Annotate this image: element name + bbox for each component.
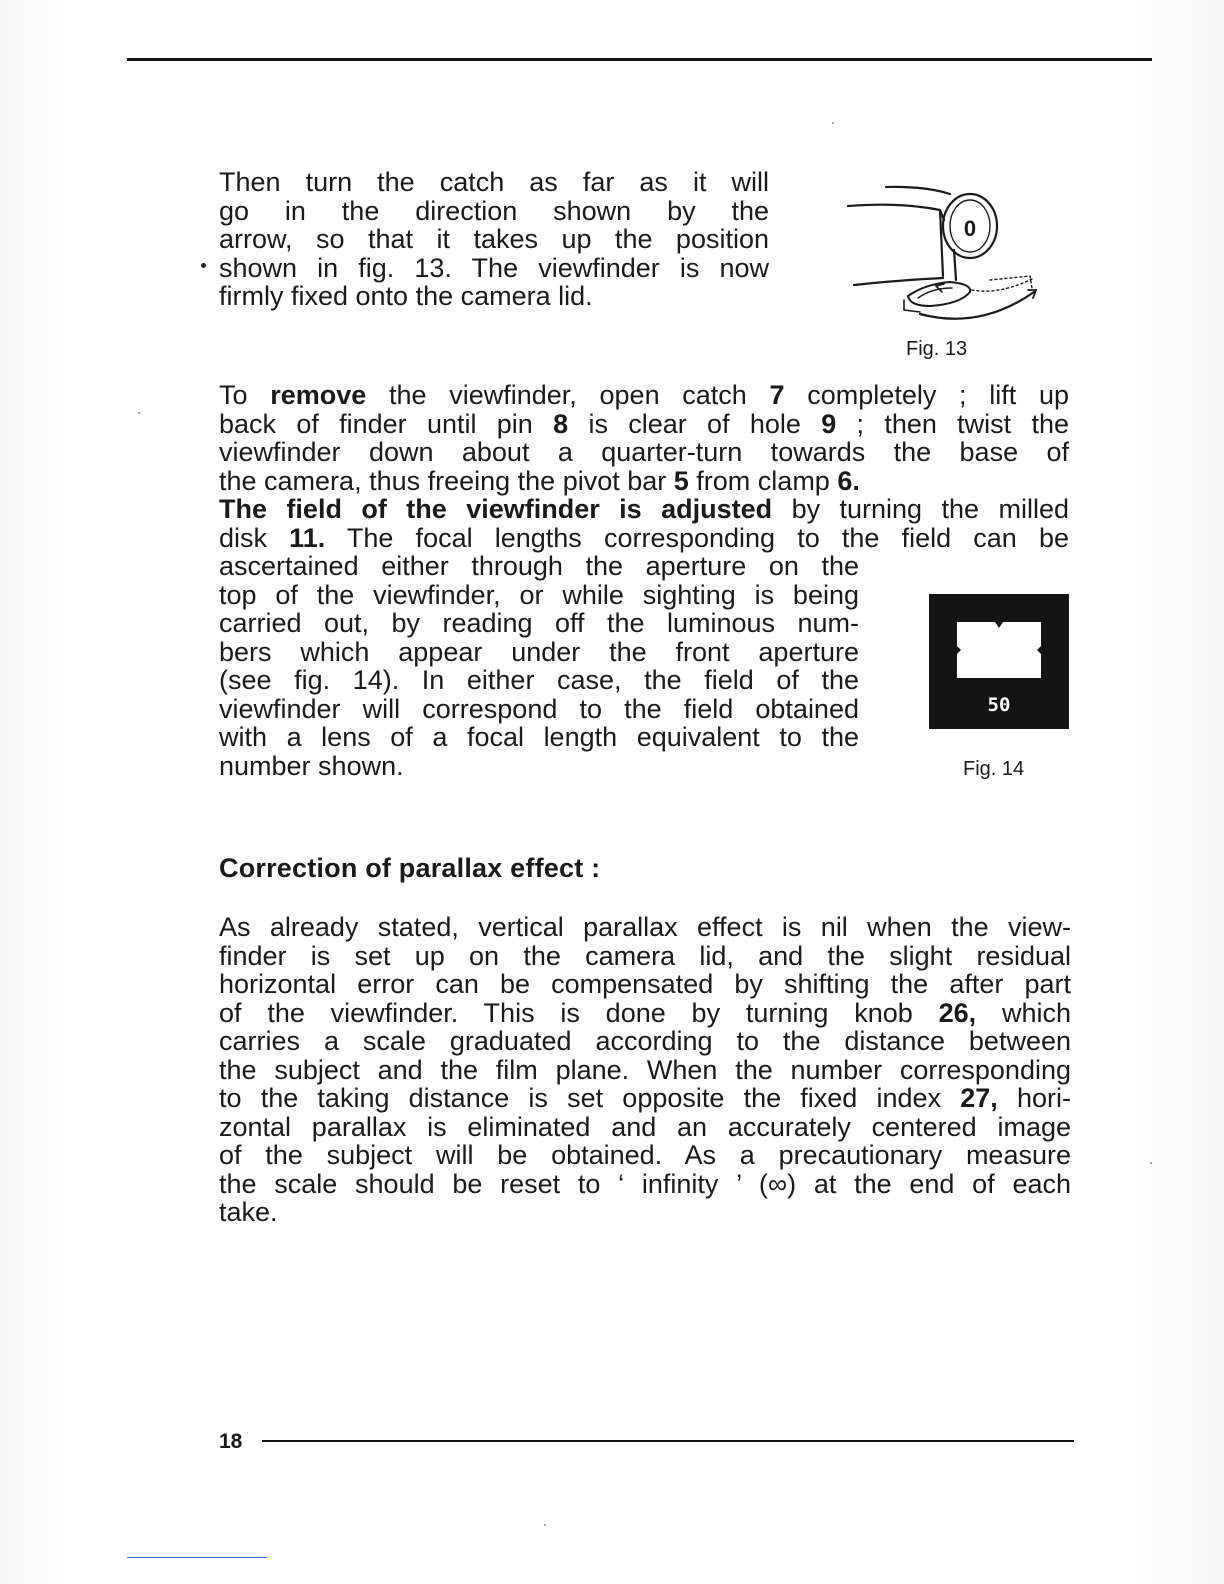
- scan-speck: [832, 122, 834, 124]
- text-run: The focal lengths corresponding to the field can be: [325, 522, 1069, 553]
- scan-shading-right: [1134, 0, 1224, 1584]
- text-run: by turning the milled: [772, 494, 1069, 524]
- paragraph-focal-lengths: [219, 552, 859, 780]
- text-line: carried out, by reading off the luminous num-: [219, 608, 859, 638]
- text-run: back of finder until pin: [219, 408, 554, 439]
- text-run: To: [219, 380, 271, 410]
- text-line: zontal parallax is eliminated and an accurately centered image: [219, 1111, 1071, 1142]
- text-line: [219, 999, 1071, 1028]
- text-line: shown in fig. 13. The viewfinder is now: [219, 252, 769, 283]
- text-line: arrow, so that it takes up the position: [219, 224, 769, 254]
- text-run: to the taking distance is set opposite the fixed index: [219, 1083, 961, 1113]
- text-line: [219, 1084, 1071, 1113]
- focal-length-number: 50: [987, 694, 1011, 716]
- text-line: Then turn the catch as far as it will: [219, 167, 769, 197]
- paragraph-attach-finder: [219, 168, 769, 311]
- finder-outline-mid: [848, 205, 944, 220]
- text-line: number shown.: [219, 750, 404, 781]
- text-line: take.: [219, 1197, 278, 1227]
- ref-number: 27,: [960, 1083, 998, 1113]
- text-line: the scale should be reset to ‘ infinity ’ (∞) at the end of each: [219, 1168, 1071, 1199]
- bottom-rule: [262, 1440, 1074, 1442]
- ref-number: 6.: [837, 465, 860, 496]
- scan-speck: [138, 412, 140, 414]
- text-line: carries a scale graduated according to the distance between: [219, 1026, 1071, 1056]
- text-line: firmly fixed onto the camera lid.: [219, 281, 593, 311]
- text-line: As already stated, vertical parallax effect is nil when the view-: [219, 912, 1071, 942]
- text-line: [219, 410, 1069, 439]
- text-line: finder is set up on the camera lid, and the slight residual: [219, 940, 1071, 971]
- disk-label: 0: [963, 216, 977, 241]
- ref-number: 8: [553, 408, 569, 439]
- text-run: completely ; lift up: [784, 380, 1069, 410]
- text-run: the camera, thus freeing the pivot bar: [219, 465, 674, 496]
- scan-shading-left: [0, 0, 70, 1584]
- catch-ridge: [918, 288, 952, 298]
- text-run: ; then twist the: [836, 408, 1070, 439]
- figure-14-viewfinder-field: [929, 594, 1069, 729]
- finder-outline-top: [886, 187, 950, 194]
- section-heading-parallax: Correction of parallax effect :: [219, 853, 601, 883]
- page-number: 18: [219, 1430, 243, 1453]
- text-run: hori-: [997, 1083, 1071, 1113]
- emphasis-remove: remove: [270, 380, 367, 410]
- text-line: top of the viewfinder, or while sighting is being: [219, 579, 859, 610]
- margin-mark: [201, 263, 206, 268]
- scan-speck: [1150, 1162, 1152, 1164]
- text-line: viewfinder will correspond to the field obtained: [219, 693, 859, 724]
- text-line: [219, 381, 1069, 410]
- text-line: ascertained either through the aperture on the: [219, 551, 859, 581]
- paragraph-parallax: [219, 913, 1071, 1227]
- figure-13-caption: Fig. 13: [906, 338, 968, 360]
- text-line: with a lens of a focal length equivalent to the: [219, 722, 859, 752]
- text-run: the viewfinder, open catch: [366, 380, 770, 410]
- figure-13-catch-illustration: [840, 180, 1050, 325]
- ref-number: 11.: [289, 522, 326, 553]
- text-line: [219, 467, 1069, 496]
- scan-edge-mark: [127, 1557, 267, 1558]
- text-run: disk: [219, 522, 290, 553]
- text-run: which: [976, 997, 1071, 1028]
- text-line: go in the direction shown by the: [219, 195, 769, 226]
- paragraph-remove-finder: [219, 381, 1069, 552]
- text-line: the subject and the film plane. When the number corresponding: [219, 1054, 1071, 1085]
- emphasis-field-adjusted: The field of the viewfinder is adjusted: [219, 494, 773, 524]
- text-line: horizontal error can be compensated by shifting the after part: [219, 969, 1071, 999]
- ref-number: 26,: [938, 997, 977, 1028]
- text-line: [219, 495, 1069, 524]
- top-rule: [127, 58, 1152, 61]
- finder-window: [957, 622, 1041, 678]
- dotted-motion-path: [972, 278, 1034, 291]
- text-line: viewfinder down about a quarter-turn towards the base of: [219, 437, 1069, 467]
- text-line: (see fig. 14). In either case, the field of the: [219, 665, 859, 695]
- scan-speck: [544, 1524, 546, 1526]
- camera-lid-line: [854, 278, 943, 285]
- text-line: of the subject will be obtained. As a precautionary measure: [219, 1140, 1071, 1170]
- frame-marks: [957, 622, 1041, 678]
- text-run: of the viewfinder. This is done by turning knob: [219, 997, 939, 1028]
- ref-number: 9: [821, 408, 837, 439]
- text-line: bers which appear under the front aperture: [219, 636, 859, 667]
- text-line: [219, 524, 1069, 553]
- ref-number: 7: [769, 380, 785, 410]
- text-run: is clear of hole: [568, 408, 822, 439]
- text-run: from clamp: [688, 465, 838, 496]
- ref-number: 5: [673, 465, 689, 496]
- figure-14-caption: Fig. 14: [963, 758, 1025, 780]
